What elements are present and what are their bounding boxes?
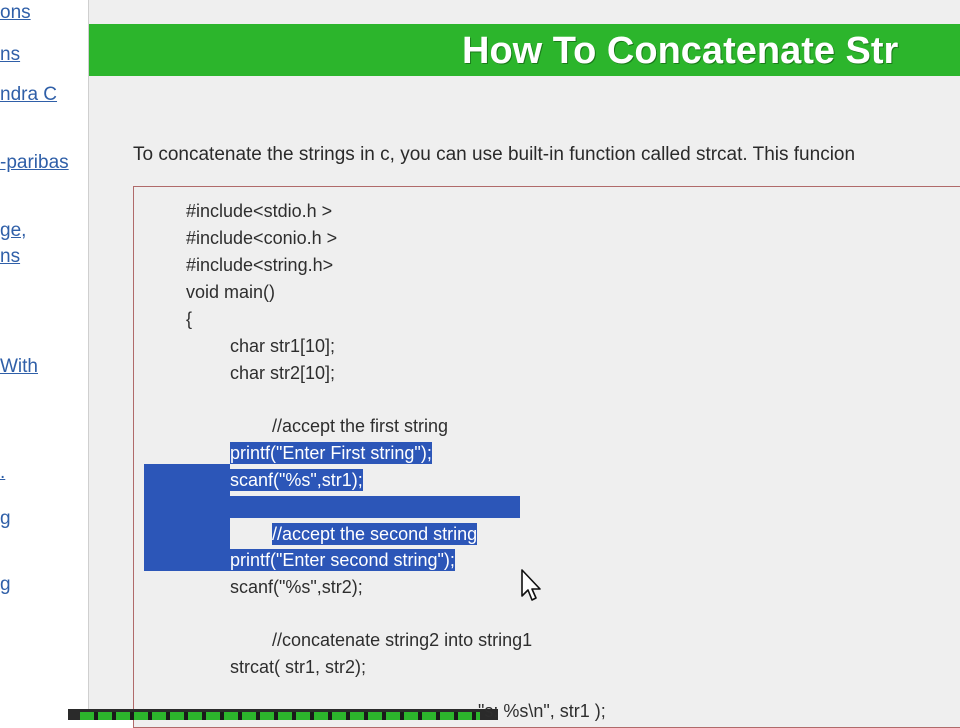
code-line-open-brace: { [186, 309, 193, 329]
sidebar-link-9[interactable]: g [0, 574, 11, 595]
selection-block-left [144, 464, 230, 571]
sidebar-link-5[interactable]: ge, [0, 220, 27, 241]
code-line-printf-second: printf("Enter second string"); [230, 550, 455, 570]
sidebar-link-8[interactable]: g [0, 508, 11, 529]
bottom-green-bar [80, 712, 480, 720]
code-line-printf-first: printf("Enter First string"); [230, 443, 432, 463]
code-line-char-str1: char str1[10]; [230, 336, 336, 356]
sidebar-link-6[interactable]: ns [0, 246, 21, 267]
sidebar-link-7[interactable]: With [0, 356, 38, 377]
sidebar-mark-1: . [0, 462, 6, 483]
main-content [89, 0, 960, 720]
code-line-comment-first: //accept the first string [272, 416, 449, 436]
sidebar-link-3[interactable]: ndra C [0, 84, 58, 105]
title-bar [89, 24, 960, 76]
code-line-printf-result: "s: %s\n", str1 ); [478, 701, 606, 721]
code-line-comment-second: //accept the second string [272, 524, 478, 544]
selection-block-blank [230, 496, 520, 518]
code-line-scanf-second: scanf("%s",str2); [230, 577, 363, 597]
sidebar-link-4[interactable]: -paribas [0, 152, 69, 173]
left-sidebar [0, 0, 89, 720]
bottom-green-overlay [68, 709, 498, 720]
sidebar-link-2[interactable]: ns [0, 44, 21, 65]
sidebar-link-1[interactable]: ons [0, 2, 31, 23]
page-title: How To Concatenate Str [462, 30, 899, 72]
code-block[interactable] [133, 186, 960, 728]
code-line-include-conio: #include<conio.h > [186, 228, 338, 248]
code-line-include-string: #include<string.h> [186, 255, 334, 275]
code-line-scanf-first: scanf("%s",str1); [230, 470, 363, 490]
mouse-pointer-icon [520, 568, 544, 607]
code-line-include-stdio: #include<stdio.h > [186, 201, 333, 221]
code-line-void-main: void main() [186, 282, 276, 302]
code-line-strcat: strcat( str1, str2); [230, 657, 367, 677]
code-line-char-str2: char str2[10]; [230, 363, 336, 383]
code-line-comment-concat: //concatenate string2 into string1 [272, 630, 533, 650]
intro-paragraph: To concatenate the strings in c, you can use built-in function called strcat. This funcion [133, 144, 856, 165]
